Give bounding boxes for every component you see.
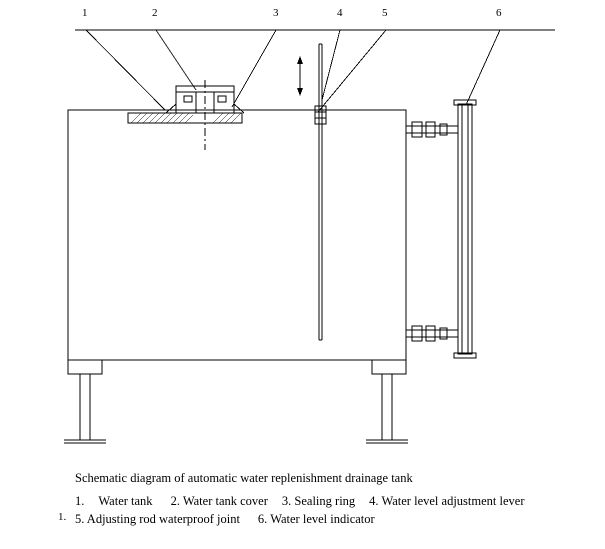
legend-item-sealing-ring: 3. Sealing ring bbox=[281, 494, 356, 508]
motion-arrow bbox=[297, 56, 303, 96]
legend-index-1: 1. bbox=[75, 494, 85, 508]
legend-item-water-tank-cover: 2. Water tank cover bbox=[170, 494, 268, 508]
leader-lines bbox=[75, 30, 555, 112]
water-tank-body bbox=[68, 110, 406, 360]
legend bbox=[0, 492, 605, 528]
callout-1: 1 bbox=[82, 7, 88, 19]
callout-labels bbox=[82, 7, 502, 19]
callout-3: 3 bbox=[273, 7, 279, 19]
legend-item-water-level-adjustment-lever: 4. Water level adjustment lever bbox=[369, 494, 525, 508]
figure-title: Schematic diagram of automatic water replenishment drainage tank bbox=[75, 471, 413, 485]
tank-leg-right bbox=[366, 360, 408, 443]
legend-item-adjusting-rod-waterproof-joint: 5. Adjusting rod waterproof joint bbox=[75, 512, 240, 526]
callout-6: 6 bbox=[496, 7, 502, 19]
legend-line-2 bbox=[75, 510, 605, 528]
legend-item-water-level-indicator: 6. Water level indicator bbox=[257, 512, 375, 526]
caption-block bbox=[0, 470, 605, 528]
tank-leg-left bbox=[64, 360, 106, 443]
water-level-adjustment-lever bbox=[319, 44, 322, 340]
callout-5: 5 bbox=[382, 7, 388, 19]
water-level-indicator bbox=[406, 100, 476, 358]
callout-4: 4 bbox=[337, 7, 343, 19]
legend-item-water-tank: Water tank bbox=[98, 494, 153, 508]
legend-bullet: 1. bbox=[58, 511, 67, 523]
legend-line-1 bbox=[75, 492, 605, 510]
callout-2: 2 bbox=[152, 7, 158, 19]
